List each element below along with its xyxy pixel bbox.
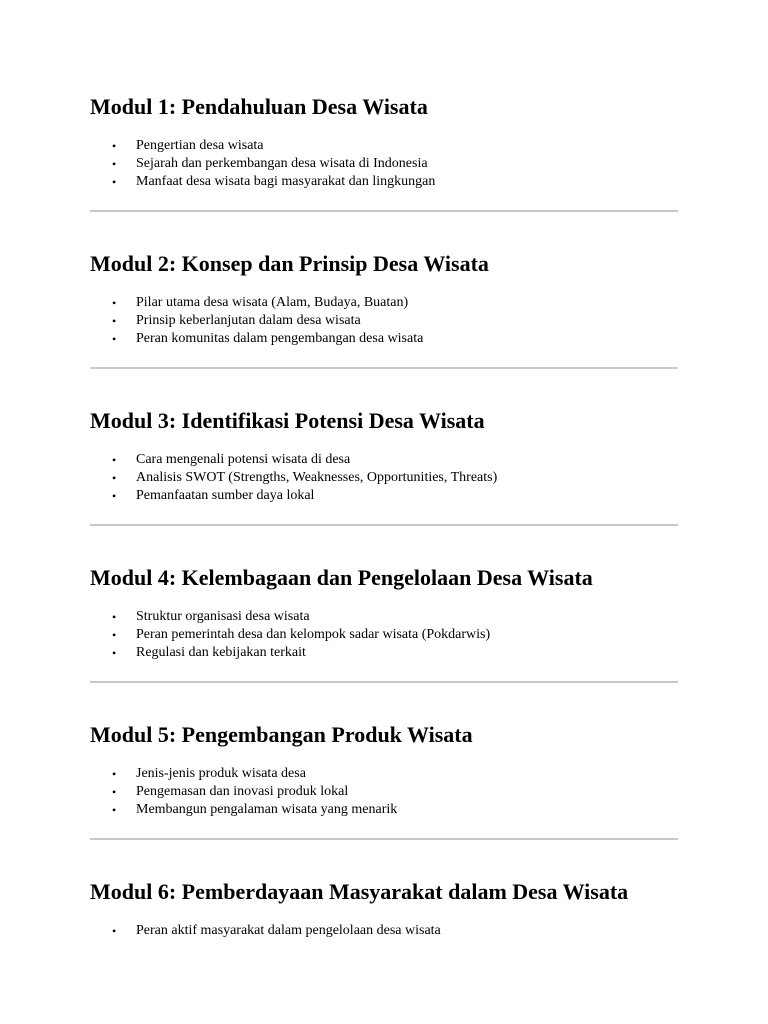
- bullet-icon: •: [112, 314, 117, 328]
- topic-text: Peran pemerintah desa dan kelompok sadar wisata (Pokdarwis): [136, 627, 491, 642]
- list-item: [90, 469, 678, 487]
- topic-list: [90, 922, 678, 940]
- topic-text: Pilar utama desa wisata (Alam, Budaya, Buatan): [136, 295, 409, 310]
- bullet-icon: •: [112, 471, 117, 485]
- bullet-icon: •: [112, 157, 117, 171]
- section-divider: [90, 681, 678, 683]
- bullet-icon: •: [112, 453, 117, 467]
- list-item: [90, 137, 678, 155]
- section-divider: [90, 524, 678, 526]
- list-item: [90, 644, 678, 662]
- module-title: Modul 3: Identifikasi Potensi Desa Wisata: [90, 408, 485, 433]
- bullet-icon: •: [112, 803, 117, 817]
- bullet-icon: •: [112, 296, 117, 310]
- list-item: [90, 608, 678, 626]
- topic-text: Pengemasan dan inovasi produk lokal: [136, 784, 349, 799]
- bullet-icon: •: [112, 139, 117, 153]
- topic-text: Manfaat desa wisata bagi masyarakat dan lingkungan: [136, 174, 436, 189]
- list-item: [90, 783, 678, 801]
- bullet-icon: •: [112, 489, 117, 503]
- topic-list: [90, 765, 678, 819]
- module-6: [90, 877, 678, 940]
- section-divider: [90, 838, 678, 840]
- module-3: [90, 406, 678, 505]
- document-page: [90, 92, 678, 940]
- topic-text: Sejarah dan perkembangan desa wisata di Indonesia: [136, 156, 428, 171]
- topic-list: [90, 451, 678, 505]
- section-divider: [90, 210, 678, 212]
- topic-text: Regulasi dan kebijakan terkait: [136, 645, 306, 660]
- topic-text: Prinsip keberlanjutan dalam desa wisata: [136, 313, 361, 328]
- module-2: [90, 249, 678, 348]
- bullet-icon: •: [112, 628, 117, 642]
- bullet-icon: •: [112, 175, 117, 189]
- bullet-icon: •: [112, 332, 117, 346]
- list-item: [90, 173, 678, 191]
- topic-list: [90, 294, 678, 348]
- bullet-icon: •: [112, 646, 117, 660]
- list-item: [90, 312, 678, 330]
- bullet-icon: •: [112, 924, 117, 938]
- list-item: [90, 801, 678, 819]
- topic-text: Cara mengenali potensi wisata di desa: [136, 452, 351, 467]
- topic-text: Jenis-jenis produk wisata desa: [136, 766, 306, 781]
- list-item: [90, 487, 678, 505]
- module-title: Modul 6: Pemberdayaan Masyarakat dalam Desa Wisata: [90, 879, 629, 904]
- topic-list: [90, 608, 678, 662]
- module-title: Modul 4: Kelembagaan dan Pengelolaan Desa Wisata: [90, 565, 593, 590]
- module-4: [90, 563, 678, 662]
- list-item: [90, 451, 678, 469]
- list-item: [90, 155, 678, 173]
- module-5: [90, 720, 678, 819]
- module-title: Modul 2: Konsep dan Prinsip Desa Wisata: [90, 251, 489, 276]
- list-item: [90, 765, 678, 783]
- topic-text: Pemanfaatan sumber daya lokal: [136, 488, 315, 503]
- bullet-icon: •: [112, 767, 117, 781]
- topic-text: Pengertian desa wisata: [136, 138, 264, 153]
- list-item: [90, 626, 678, 644]
- module-title: Modul 1: Pendahuluan Desa Wisata: [90, 94, 428, 119]
- list-item: [90, 330, 678, 348]
- topic-text: Membangun pengalaman wisata yang menarik: [136, 802, 398, 817]
- topic-text: Peran komunitas dalam pengembangan desa wisata: [136, 331, 424, 346]
- section-divider: [90, 367, 678, 369]
- topic-list: [90, 137, 678, 191]
- module-1: [90, 92, 678, 191]
- topic-text: Struktur organisasi desa wisata: [136, 609, 310, 624]
- module-title: Modul 5: Pengembangan Produk Wisata: [90, 722, 473, 747]
- bullet-icon: •: [112, 610, 117, 624]
- topic-text: Peran aktif masyarakat dalam pengelolaan desa wisata: [136, 923, 441, 938]
- bullet-icon: •: [112, 785, 117, 799]
- list-item: [90, 294, 678, 312]
- list-item: [90, 922, 678, 940]
- topic-text: Analisis SWOT (Strengths, Weaknesses, Opportunities, Threats): [136, 470, 498, 485]
